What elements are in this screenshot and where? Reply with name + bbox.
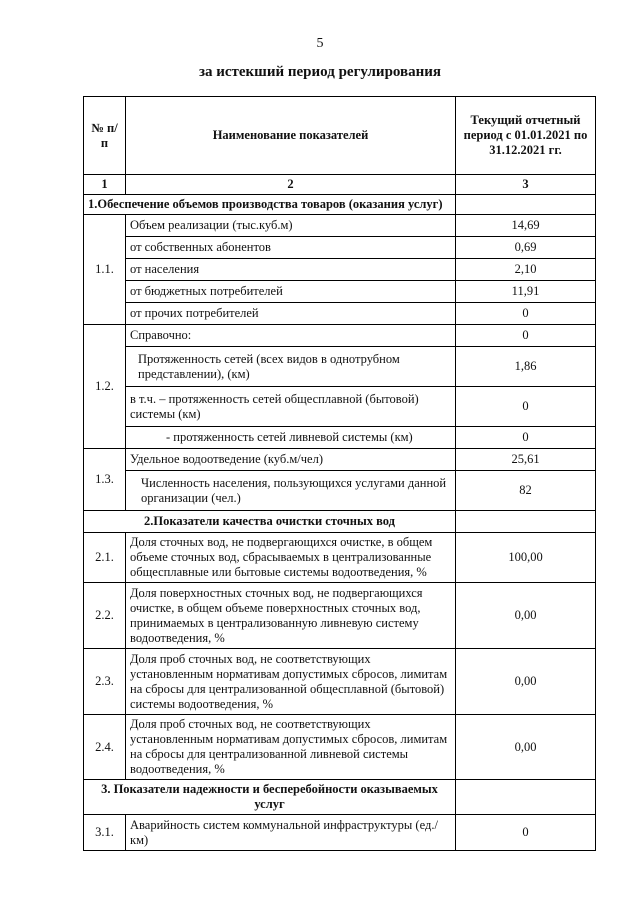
row-number: 2.2. (84, 583, 126, 649)
row-label: Численность населения, пользующихся услугами данной организации (чел.) (126, 471, 456, 511)
colnum-2: 2 (126, 175, 456, 195)
header-number: № п/п (84, 97, 126, 175)
row-number: 1.3. (84, 449, 126, 511)
row-value: 0,00 (456, 583, 596, 649)
table-row (84, 533, 596, 583)
row-value: 1,86 (456, 347, 596, 387)
table-row (84, 303, 596, 325)
row-number: 1.1. (84, 215, 126, 325)
row-label: от собственных абонентов (126, 237, 456, 259)
row-value: 0 (456, 303, 596, 325)
section-value-empty (456, 195, 596, 215)
table-row (84, 325, 596, 347)
row-value: 0 (456, 325, 596, 347)
section-row (84, 511, 596, 533)
row-label: Удельное водоотведение (куб.м/чел) (126, 449, 456, 471)
row-label: Доля поверхностных сточных вод, не подвергающихся очистке, в общем объеме поверхностных сточных вод, принимаемых в централизованную ливневую систему водоотведения, % (126, 583, 456, 649)
row-value: 25,61 (456, 449, 596, 471)
row-value: 82 (456, 471, 596, 511)
row-label: Доля проб сточных вод, не соответствующих установленным нормативам допустимых сбросов, лимитам на сбросы для централизованной ливневой системы водоотведения, % (126, 715, 456, 780)
table-row (84, 387, 596, 427)
indicators-table (83, 96, 596, 851)
section-row (84, 195, 596, 215)
row-value: 0,69 (456, 237, 596, 259)
row-value: 0 (456, 387, 596, 427)
table-row (84, 237, 596, 259)
section-value-empty (456, 780, 596, 815)
table-row (84, 471, 596, 511)
header-name: Наименование показателей (126, 97, 456, 175)
row-label: Доля сточных вод, не подвергающихся очистке, в общем объеме сточных вод, сбрасываемых в централизованные общесплавные или бытовые системы водоотведения, % (126, 533, 456, 583)
colnum-1: 1 (84, 175, 126, 195)
colnum-3: 3 (456, 175, 596, 195)
row-label: Аварийность систем коммунальной инфраструктуры (ед./км) (126, 815, 456, 851)
table-row (84, 449, 596, 471)
row-label: Объем реализации (тыс.куб.м) (126, 215, 456, 237)
row-value: 0,00 (456, 715, 596, 780)
table-row (84, 215, 596, 237)
table-row (84, 347, 596, 387)
row-value: 0,00 (456, 649, 596, 715)
column-number-row (84, 175, 596, 195)
table-row (84, 427, 596, 449)
table-row (84, 715, 596, 780)
row-number: 2.3. (84, 649, 126, 715)
row-number: 2.4. (84, 715, 126, 780)
row-value: 100,00 (456, 533, 596, 583)
row-value: 14,69 (456, 215, 596, 237)
row-number: 2.1. (84, 533, 126, 583)
row-value: 0 (456, 815, 596, 851)
section-title-1: 1.Обеспечение объемов производства товаров (оказания услуг) (84, 195, 456, 215)
row-label: от населения (126, 259, 456, 281)
section-title-3: 3. Показатели надежности и бесперебойности оказываемых услуг (84, 780, 456, 815)
row-label: Доля проб сточных вод, не соответствующих установленным нормативам допустимых сбросов, лимитам на сбросы для централизованной общесплавной (бытовой) системы водоотведения, % (126, 649, 456, 715)
row-value: 2,10 (456, 259, 596, 281)
table-row (84, 281, 596, 303)
table-header-row (84, 97, 596, 175)
section-row (84, 780, 596, 815)
row-value: 0 (456, 427, 596, 449)
page-number: 5 (316, 36, 324, 51)
row-label: Справочно: (126, 325, 456, 347)
page-title: за истекший период регулирования (198, 64, 442, 80)
table-row (84, 259, 596, 281)
row-label: Протяженность сетей (всех видов в однотрубном представлении), (км) (126, 347, 456, 387)
row-label: - протяженность сетей ливневой системы (км) (126, 427, 456, 449)
table-row (84, 583, 596, 649)
row-label: от прочих потребителей (126, 303, 456, 325)
row-label: от бюджетных потребителей (126, 281, 456, 303)
row-label: в т.ч. – протяженность сетей общесплавной (бытовой) системы (км) (126, 387, 456, 427)
table-row (84, 649, 596, 715)
row-number: 3.1. (84, 815, 126, 851)
section-value-empty (456, 511, 596, 533)
row-number: 1.2. (84, 325, 126, 449)
header-period: Текущий отчетный период с 01.01.2021 по 31.12.2021 гг. (456, 97, 596, 175)
row-value: 11,91 (456, 281, 596, 303)
table-row (84, 815, 596, 851)
section-title-2: 2.Показатели качества очистки сточных вод (84, 511, 456, 533)
